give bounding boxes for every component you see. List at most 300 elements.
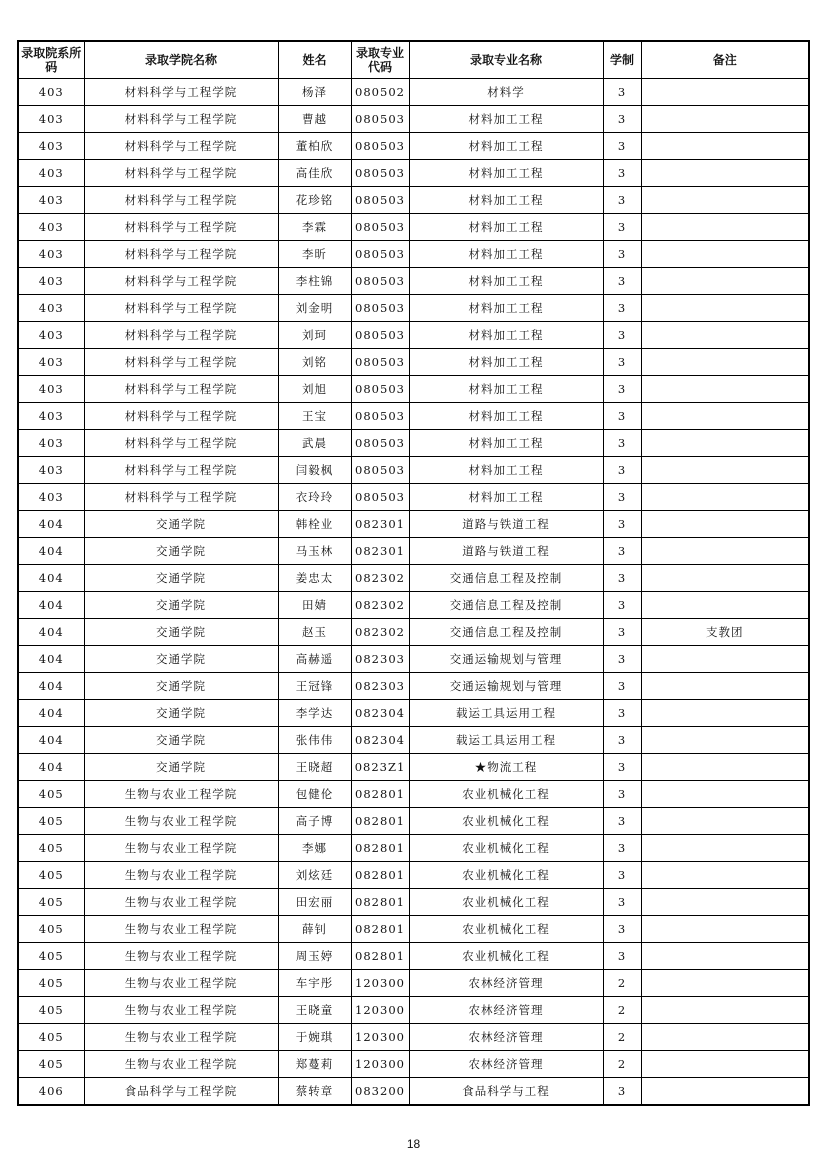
- major-code-cell: 082301: [351, 511, 409, 538]
- duration-cell: 3: [603, 592, 641, 619]
- duration-cell: 3: [603, 376, 641, 403]
- table-row: [18, 214, 809, 241]
- duration-cell: 3: [603, 781, 641, 808]
- major-name-cell: 交通运输规划与管理: [409, 646, 603, 673]
- dept-code-cell: 405: [18, 808, 84, 835]
- major-code-cell: 082302: [351, 619, 409, 646]
- major-code-cell: 080503: [351, 106, 409, 133]
- remarks-cell: [641, 673, 809, 700]
- remarks-cell: [641, 727, 809, 754]
- student-name-cell: 刘金明: [278, 295, 351, 322]
- major-name-cell: 材料加工工程: [409, 160, 603, 187]
- duration-cell: 3: [603, 187, 641, 214]
- major-code-cell: 082801: [351, 808, 409, 835]
- remarks-cell: [641, 592, 809, 619]
- remarks-cell: [641, 160, 809, 187]
- dept-code-cell: 403: [18, 376, 84, 403]
- table-row: [18, 1051, 809, 1078]
- student-name-cell: 姜忠太: [278, 565, 351, 592]
- table-row: [18, 1078, 809, 1106]
- college-name-cell: 材料科学与工程学院: [84, 484, 278, 511]
- college-name-cell: 生物与农业工程学院: [84, 808, 278, 835]
- remarks-cell: [641, 835, 809, 862]
- duration-cell: 3: [603, 214, 641, 241]
- remarks-cell: [641, 106, 809, 133]
- duration-cell: 3: [603, 862, 641, 889]
- student-name-cell: 王晓童: [278, 997, 351, 1024]
- table-row: [18, 808, 809, 835]
- remarks-cell: [641, 916, 809, 943]
- table-row: [18, 835, 809, 862]
- major-code-cell: 082801: [351, 943, 409, 970]
- major-code-cell: 120300: [351, 1024, 409, 1051]
- remarks-cell: [641, 808, 809, 835]
- admission-table-sheet: [17, 40, 808, 1106]
- student-name-cell: 李昕: [278, 241, 351, 268]
- duration-cell: 3: [603, 511, 641, 538]
- dept-code-cell: 403: [18, 268, 84, 295]
- college-name-cell: 生物与农业工程学院: [84, 835, 278, 862]
- major-name-cell: 载运工具运用工程: [409, 727, 603, 754]
- college-name-cell: 生物与农业工程学院: [84, 916, 278, 943]
- student-name-cell: 周玉婷: [278, 943, 351, 970]
- remarks-cell: [641, 214, 809, 241]
- remarks-cell: [641, 646, 809, 673]
- major-name-cell: 道路与铁道工程: [409, 538, 603, 565]
- duration-cell: 3: [603, 484, 641, 511]
- college-name-cell: 生物与农业工程学院: [84, 1024, 278, 1051]
- college-name-cell: 材料科学与工程学院: [84, 214, 278, 241]
- major-name-cell: 道路与铁道工程: [409, 511, 603, 538]
- college-name-cell: 交通学院: [84, 565, 278, 592]
- dept-code-cell: 404: [18, 754, 84, 781]
- major-code-cell: 080503: [351, 160, 409, 187]
- major-name-cell: 农业机械化工程: [409, 943, 603, 970]
- major-name-cell: 农业机械化工程: [409, 781, 603, 808]
- major-code-cell: 083200: [351, 1078, 409, 1106]
- college-name-cell: 材料科学与工程学院: [84, 268, 278, 295]
- student-name-cell: 田婧: [278, 592, 351, 619]
- remarks-cell: [641, 403, 809, 430]
- table-row: [18, 619, 809, 646]
- major-name-cell: 材料加工工程: [409, 106, 603, 133]
- college-name-cell: 材料科学与工程学院: [84, 133, 278, 160]
- dept-code-cell: 405: [18, 781, 84, 808]
- major-code-cell: 082801: [351, 889, 409, 916]
- table-row: [18, 430, 809, 457]
- college-name-cell: 交通学院: [84, 646, 278, 673]
- duration-cell: 3: [603, 727, 641, 754]
- major-code-cell: 080503: [351, 457, 409, 484]
- major-name-cell: 交通信息工程及控制: [409, 619, 603, 646]
- dept-code-cell: 404: [18, 673, 84, 700]
- dept-code-cell: 404: [18, 700, 84, 727]
- table-row: [18, 295, 809, 322]
- dept-code-cell: 403: [18, 79, 84, 106]
- major-name-cell: 食品科学与工程: [409, 1078, 603, 1106]
- remarks-cell: [641, 349, 809, 376]
- duration-cell: 3: [603, 1078, 641, 1106]
- dept-code-cell: 403: [18, 484, 84, 511]
- col-header-college-name: 录取学院名称: [84, 41, 278, 79]
- dept-code-cell: 403: [18, 457, 84, 484]
- college-name-cell: 交通学院: [84, 592, 278, 619]
- major-name-cell: 材料加工工程: [409, 376, 603, 403]
- college-name-cell: 交通学院: [84, 673, 278, 700]
- table-row: [18, 997, 809, 1024]
- table-row: [18, 862, 809, 889]
- duration-cell: 3: [603, 916, 641, 943]
- duration-cell: 3: [603, 835, 641, 862]
- student-name-cell: 薛钊: [278, 916, 351, 943]
- duration-cell: 3: [603, 619, 641, 646]
- duration-cell: 2: [603, 1024, 641, 1051]
- col-header-name: 姓名: [278, 41, 351, 79]
- col-header-major-name: 录取专业名称: [409, 41, 603, 79]
- table-row: [18, 889, 809, 916]
- student-name-cell: 包健伦: [278, 781, 351, 808]
- major-code-cell: 080503: [351, 484, 409, 511]
- remarks-cell: [641, 133, 809, 160]
- table-row: [18, 457, 809, 484]
- student-name-cell: 高佳欣: [278, 160, 351, 187]
- table-row: [18, 79, 809, 106]
- major-name-cell: 农业机械化工程: [409, 889, 603, 916]
- table-row: [18, 484, 809, 511]
- duration-cell: 3: [603, 457, 641, 484]
- remarks-cell: [641, 565, 809, 592]
- major-code-cell: 082304: [351, 727, 409, 754]
- student-name-cell: 高赫遥: [278, 646, 351, 673]
- dept-code-cell: 405: [18, 1024, 84, 1051]
- table-row: [18, 106, 809, 133]
- major-name-cell: 农林经济管理: [409, 970, 603, 997]
- major-code-cell: 082302: [351, 592, 409, 619]
- dept-code-cell: 404: [18, 646, 84, 673]
- student-name-cell: 杨泽: [278, 79, 351, 106]
- major-code-cell: 080503: [351, 214, 409, 241]
- table-row: [18, 700, 809, 727]
- student-name-cell: 王冠锋: [278, 673, 351, 700]
- college-name-cell: 材料科学与工程学院: [84, 349, 278, 376]
- duration-cell: 3: [603, 646, 641, 673]
- dept-code-cell: 404: [18, 727, 84, 754]
- remarks-cell: [641, 889, 809, 916]
- student-name-cell: 刘珂: [278, 322, 351, 349]
- major-code-cell: 080503: [351, 349, 409, 376]
- major-name-cell: 农林经济管理: [409, 997, 603, 1024]
- remarks-cell: [641, 781, 809, 808]
- admission-table: [17, 40, 810, 1106]
- remarks-cell: [641, 997, 809, 1024]
- student-name-cell: 李娜: [278, 835, 351, 862]
- student-name-cell: 王晓超: [278, 754, 351, 781]
- major-code-cell: 082801: [351, 862, 409, 889]
- college-name-cell: 材料科学与工程学院: [84, 457, 278, 484]
- col-header-duration: 学制: [603, 41, 641, 79]
- major-code-cell: 080503: [351, 241, 409, 268]
- student-name-cell: 闫毅枫: [278, 457, 351, 484]
- dept-code-cell: 403: [18, 160, 84, 187]
- major-code-cell: 082304: [351, 700, 409, 727]
- remarks-cell: [641, 268, 809, 295]
- major-name-cell: 材料加工工程: [409, 187, 603, 214]
- duration-cell: 3: [603, 754, 641, 781]
- student-name-cell: 刘旭: [278, 376, 351, 403]
- major-name-cell: 农林经济管理: [409, 1024, 603, 1051]
- remarks-cell: [641, 943, 809, 970]
- student-name-cell: 曹越: [278, 106, 351, 133]
- major-code-cell: 082302: [351, 565, 409, 592]
- remarks-cell: [641, 457, 809, 484]
- college-name-cell: 生物与农业工程学院: [84, 970, 278, 997]
- duration-cell: 3: [603, 268, 641, 295]
- major-code-cell: 080502: [351, 79, 409, 106]
- table-row: [18, 970, 809, 997]
- major-name-cell: 农业机械化工程: [409, 808, 603, 835]
- duration-cell: 2: [603, 970, 641, 997]
- major-name-cell: 材料加工工程: [409, 349, 603, 376]
- table-row: [18, 511, 809, 538]
- duration-cell: 3: [603, 133, 641, 160]
- remarks-cell: [641, 970, 809, 997]
- dept-code-cell: 403: [18, 241, 84, 268]
- major-code-cell: 082801: [351, 781, 409, 808]
- dept-code-cell: 403: [18, 403, 84, 430]
- student-name-cell: 李学达: [278, 700, 351, 727]
- remarks-cell: [641, 511, 809, 538]
- major-name-cell: 交通信息工程及控制: [409, 565, 603, 592]
- college-name-cell: 生物与农业工程学院: [84, 997, 278, 1024]
- student-name-cell: 衣玲玲: [278, 484, 351, 511]
- college-name-cell: 材料科学与工程学院: [84, 160, 278, 187]
- major-code-cell: 082801: [351, 835, 409, 862]
- major-name-cell: 材料加工工程: [409, 322, 603, 349]
- dept-code-cell: 403: [18, 187, 84, 214]
- remarks-cell: 支教团: [641, 619, 809, 646]
- college-name-cell: 交通学院: [84, 619, 278, 646]
- table-row: [18, 673, 809, 700]
- dept-code-cell: 404: [18, 592, 84, 619]
- duration-cell: 2: [603, 1051, 641, 1078]
- dept-code-cell: 405: [18, 997, 84, 1024]
- table-row: [18, 187, 809, 214]
- major-name-cell: 材料加工工程: [409, 403, 603, 430]
- table-body: [18, 79, 809, 1106]
- student-name-cell: 董柏欣: [278, 133, 351, 160]
- student-name-cell: 武晨: [278, 430, 351, 457]
- col-header-dept-code: 录取院系所码: [18, 41, 84, 79]
- student-name-cell: 王宝: [278, 403, 351, 430]
- major-code-cell: 120300: [351, 997, 409, 1024]
- college-name-cell: 材料科学与工程学院: [84, 79, 278, 106]
- major-name-cell: 材料加工工程: [409, 268, 603, 295]
- student-name-cell: 刘炫廷: [278, 862, 351, 889]
- table-row: [18, 916, 809, 943]
- duration-cell: 3: [603, 700, 641, 727]
- college-name-cell: 材料科学与工程学院: [84, 106, 278, 133]
- college-name-cell: 材料科学与工程学院: [84, 187, 278, 214]
- duration-cell: 3: [603, 538, 641, 565]
- college-name-cell: 生物与农业工程学院: [84, 1051, 278, 1078]
- dept-code-cell: 404: [18, 538, 84, 565]
- student-name-cell: 赵玉: [278, 619, 351, 646]
- duration-cell: 3: [603, 430, 641, 457]
- duration-cell: 3: [603, 322, 641, 349]
- college-name-cell: 交通学院: [84, 700, 278, 727]
- college-name-cell: 交通学院: [84, 511, 278, 538]
- college-name-cell: 生物与农业工程学院: [84, 862, 278, 889]
- student-name-cell: 郑蔓莉: [278, 1051, 351, 1078]
- college-name-cell: 交通学院: [84, 538, 278, 565]
- dept-code-cell: 404: [18, 511, 84, 538]
- dept-code-cell: 403: [18, 133, 84, 160]
- student-name-cell: 于婉琪: [278, 1024, 351, 1051]
- duration-cell: 3: [603, 943, 641, 970]
- major-name-cell: 交通信息工程及控制: [409, 592, 603, 619]
- header-row: [18, 41, 809, 79]
- college-name-cell: 食品科学与工程学院: [84, 1078, 278, 1106]
- table-row: [18, 376, 809, 403]
- dept-code-cell: 405: [18, 835, 84, 862]
- remarks-cell: [641, 484, 809, 511]
- college-name-cell: 生物与农业工程学院: [84, 781, 278, 808]
- student-name-cell: 蔡转章: [278, 1078, 351, 1106]
- remarks-cell: [641, 187, 809, 214]
- dept-code-cell: 405: [18, 943, 84, 970]
- dept-code-cell: 405: [18, 889, 84, 916]
- remarks-cell: [641, 430, 809, 457]
- table-row: [18, 268, 809, 295]
- dept-code-cell: 406: [18, 1078, 84, 1106]
- major-name-cell: 材料加工工程: [409, 295, 603, 322]
- remarks-cell: [641, 1051, 809, 1078]
- major-code-cell: 080503: [351, 322, 409, 349]
- major-code-cell: 080503: [351, 430, 409, 457]
- remarks-cell: [641, 295, 809, 322]
- college-name-cell: 生物与农业工程学院: [84, 943, 278, 970]
- page-number: 18: [406, 1137, 421, 1151]
- major-code-cell: 082303: [351, 646, 409, 673]
- student-name-cell: 田宏丽: [278, 889, 351, 916]
- college-name-cell: 交通学院: [84, 727, 278, 754]
- dept-code-cell: 405: [18, 862, 84, 889]
- student-name-cell: 刘铭: [278, 349, 351, 376]
- duration-cell: 3: [603, 295, 641, 322]
- dept-code-cell: 404: [18, 619, 84, 646]
- duration-cell: 2: [603, 997, 641, 1024]
- major-name-cell: 农业机械化工程: [409, 862, 603, 889]
- table-row: [18, 727, 809, 754]
- major-name-cell: 材料加工工程: [409, 430, 603, 457]
- duration-cell: 3: [603, 79, 641, 106]
- college-name-cell: 材料科学与工程学院: [84, 430, 278, 457]
- major-name-cell: 材料加工工程: [409, 214, 603, 241]
- major-code-cell: 082303: [351, 673, 409, 700]
- major-code-cell: 082301: [351, 538, 409, 565]
- dept-code-cell: 403: [18, 106, 84, 133]
- dept-code-cell: 405: [18, 1051, 84, 1078]
- major-name-cell: 农林经济管理: [409, 1051, 603, 1078]
- dept-code-cell: 403: [18, 322, 84, 349]
- major-name-cell: 农业机械化工程: [409, 916, 603, 943]
- table-row: [18, 538, 809, 565]
- remarks-cell: [641, 376, 809, 403]
- table-row: [18, 403, 809, 430]
- table-row: [18, 943, 809, 970]
- college-name-cell: 交通学院: [84, 754, 278, 781]
- student-name-cell: 花珍铭: [278, 187, 351, 214]
- dept-code-cell: 403: [18, 295, 84, 322]
- major-code-cell: 120300: [351, 1051, 409, 1078]
- major-code-cell: 082801: [351, 916, 409, 943]
- table-row: [18, 349, 809, 376]
- duration-cell: 3: [603, 565, 641, 592]
- college-name-cell: 材料科学与工程学院: [84, 376, 278, 403]
- major-code-cell: 080503: [351, 295, 409, 322]
- major-name-cell: 农业机械化工程: [409, 835, 603, 862]
- remarks-cell: [641, 1078, 809, 1106]
- college-name-cell: 材料科学与工程学院: [84, 241, 278, 268]
- col-header-remarks: 备注: [641, 41, 809, 79]
- student-name-cell: 马玉林: [278, 538, 351, 565]
- table-header: [18, 41, 809, 79]
- major-name-cell: ★物流工程: [409, 754, 603, 781]
- major-code-cell: 080503: [351, 376, 409, 403]
- major-name-cell: 材料加工工程: [409, 133, 603, 160]
- major-code-cell: 080503: [351, 187, 409, 214]
- major-name-cell: 材料加工工程: [409, 457, 603, 484]
- duration-cell: 3: [603, 160, 641, 187]
- table-row: [18, 781, 809, 808]
- major-code-cell: 080503: [351, 268, 409, 295]
- duration-cell: 3: [603, 889, 641, 916]
- student-name-cell: 高子博: [278, 808, 351, 835]
- col-header-major-code: 录取专业代码: [351, 41, 409, 79]
- college-name-cell: 材料科学与工程学院: [84, 295, 278, 322]
- major-code-cell: 0823Z1: [351, 754, 409, 781]
- major-name-cell: 交通运输规划与管理: [409, 673, 603, 700]
- duration-cell: 3: [603, 403, 641, 430]
- student-name-cell: 李霖: [278, 214, 351, 241]
- major-code-cell: 080503: [351, 133, 409, 160]
- table-row: [18, 565, 809, 592]
- student-name-cell: 韩栓业: [278, 511, 351, 538]
- table-row: [18, 754, 809, 781]
- table-row: [18, 241, 809, 268]
- major-name-cell: 载运工具运用工程: [409, 700, 603, 727]
- college-name-cell: 材料科学与工程学院: [84, 322, 278, 349]
- dept-code-cell: 404: [18, 565, 84, 592]
- dept-code-cell: 403: [18, 430, 84, 457]
- major-name-cell: 材料加工工程: [409, 241, 603, 268]
- table-row: [18, 322, 809, 349]
- college-name-cell: 生物与农业工程学院: [84, 889, 278, 916]
- remarks-cell: [641, 241, 809, 268]
- college-name-cell: 材料科学与工程学院: [84, 403, 278, 430]
- dept-code-cell: 403: [18, 349, 84, 376]
- major-code-cell: 120300: [351, 970, 409, 997]
- table-row: [18, 592, 809, 619]
- student-name-cell: 车宇彤: [278, 970, 351, 997]
- table-row: [18, 1024, 809, 1051]
- duration-cell: 3: [603, 106, 641, 133]
- remarks-cell: [641, 79, 809, 106]
- remarks-cell: [641, 862, 809, 889]
- major-name-cell: 材料学: [409, 79, 603, 106]
- major-code-cell: 080503: [351, 403, 409, 430]
- dept-code-cell: 405: [18, 916, 84, 943]
